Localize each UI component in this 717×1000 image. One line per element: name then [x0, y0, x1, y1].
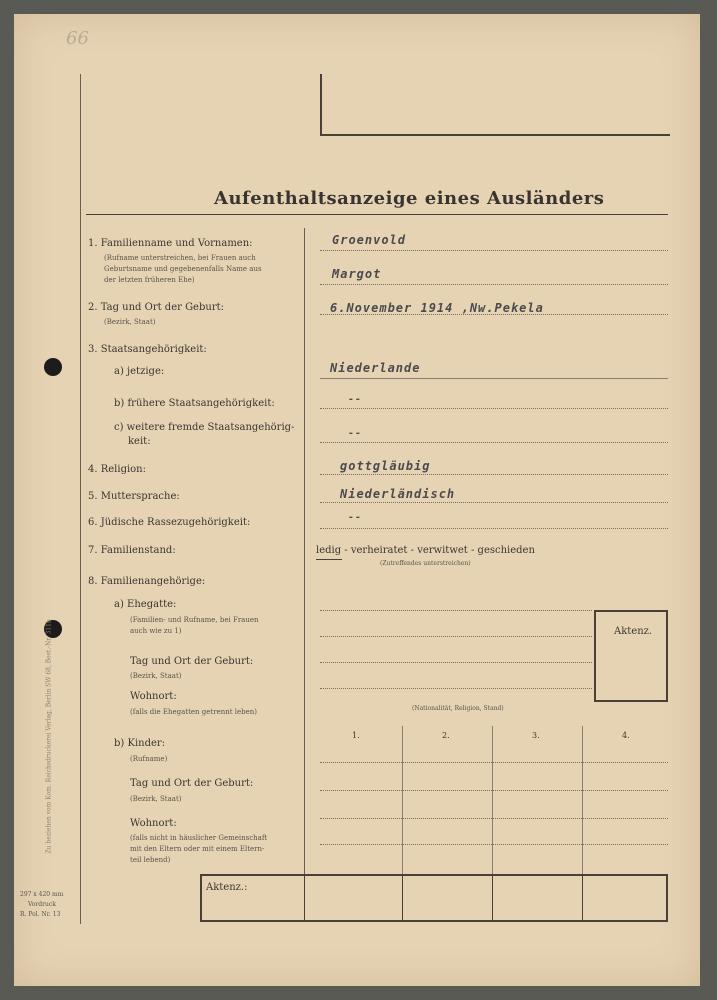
field-2-value: 6.November 1914 ,Nw.Pekela	[330, 301, 544, 315]
field-7-sub: (Zutreffendes unterstreichen)	[380, 560, 471, 567]
page-mark: 66	[66, 28, 89, 49]
field-1-label: 1. Familienname und Vornamen:	[88, 238, 253, 249]
field-3c-value: --	[348, 428, 363, 439]
field-6-value: --	[348, 512, 363, 523]
child-column-1: 1.	[352, 731, 360, 740]
field-4-value: gottgläubig	[340, 459, 431, 473]
field-5-line	[320, 502, 668, 503]
field-1-sub-2: Geburtsname und gegebenenfalls Name aus	[104, 265, 262, 273]
field-8a-residence-sub: (falls die Ehegatten getrennt leben)	[130, 708, 258, 716]
field-7-label: 7. Familienstand:	[88, 545, 176, 556]
format-note-1: 297 x 420 mm	[20, 891, 64, 898]
field-3b-line	[320, 408, 668, 409]
child-column-4: 4.	[622, 731, 630, 740]
field-6-line	[320, 528, 668, 529]
field-8a-sub-1: (Familien- und Rufname, bei Frauen	[130, 616, 259, 624]
field-8a-sub-2: auch wie zu 1)	[130, 627, 182, 635]
field-7-underline-ledig	[316, 559, 342, 560]
child-col-divider-3	[582, 726, 583, 874]
field-3c-line	[320, 442, 668, 443]
side-imprint: Zu beziehen vom Kom. Reichsdruckerei Verlag, Berlin SW 68, Best.-Nr. 311b	[45, 619, 53, 854]
field-8a-birth-label: Tag und Ort der Geburt:	[130, 656, 254, 667]
field-3a-value: Niederlande	[330, 361, 421, 375]
child-column-3: 3.	[532, 731, 540, 740]
field-1-line-1	[320, 250, 668, 251]
field-8b-birth-sub: (Bezirk, Staat)	[130, 795, 182, 803]
footer-div-2	[492, 874, 493, 920]
field-3a-label: a) jetzige:	[114, 366, 165, 377]
children-line-2	[320, 790, 668, 791]
children-line-3	[320, 818, 668, 819]
field-6-label: 6. Jüdische Rassezugehörigkeit:	[88, 517, 251, 528]
child-column-2: 2.	[442, 731, 450, 740]
format-note-2: Vordruck	[28, 901, 56, 908]
children-line-4	[320, 844, 668, 845]
field-3b-label: b) frühere Staatsangehörigkeit:	[114, 398, 275, 409]
document-sheet	[14, 14, 700, 986]
field-8a-birth-sub: (Bezirk, Staat)	[130, 672, 182, 680]
field-2-line	[320, 314, 668, 315]
field-4-label: 4. Religion:	[88, 464, 146, 475]
field-3a-line	[320, 378, 668, 379]
form-title: Aufenthaltsanzeige eines Ausländers	[214, 188, 605, 209]
footer-div-3	[582, 874, 583, 920]
spouse-nationality-sub: (Nationalität, Religion, Stand)	[412, 705, 504, 712]
format-note-3: R. Pol. Nr. 13	[20, 911, 61, 918]
footer-aktenz-label: Aktenz.:	[206, 882, 248, 893]
field-4-line	[320, 474, 668, 475]
spouse-line-1	[320, 610, 592, 611]
field-2-sub: (Bezirk, Staat)	[104, 318, 156, 326]
stamp-box-frame	[320, 74, 670, 136]
field-7-options: ledig - verheiratet - verwitwet - geschieden	[316, 545, 535, 556]
field-1-sub-1: (Rufname unterstreichen, bei Frauen auch	[104, 254, 256, 262]
field-8b-residence-sub-2: mit den Eltern oder mit einem Eltern-	[130, 845, 265, 853]
spouse-line-4	[320, 688, 592, 689]
left-margin-rule	[80, 74, 81, 924]
field-3b-value: --	[348, 394, 363, 405]
field-8-label: 8. Familienangehörige:	[88, 576, 206, 587]
field-1-value-firstname: Margot	[332, 267, 382, 281]
field-3c-label-2: keit:	[128, 436, 151, 447]
spouse-line-2	[320, 636, 592, 637]
field-1-value-surname: Groenvold	[332, 233, 407, 247]
field-3c-label-1: c) weitere fremde Staatsangehörig-	[114, 422, 295, 433]
field-8b-label: b) Kinder:	[114, 738, 166, 749]
child-col-divider-1	[402, 726, 403, 874]
field-8b-residence-sub-1: (falls nicht in häuslicher Gemeinschaft	[130, 834, 268, 842]
field-5-label: 5. Muttersprache:	[88, 491, 180, 502]
field-8a-label: a) Ehegatte:	[114, 599, 177, 610]
child-col-divider-2	[492, 726, 493, 874]
aktenz-box	[594, 610, 668, 702]
footer-aktenz-row	[200, 874, 668, 922]
field-1-line-2	[320, 284, 668, 285]
footer-div-1	[402, 874, 403, 920]
field-5-value: Niederländisch	[340, 487, 456, 501]
label-column-rule	[304, 228, 305, 920]
field-8b-sub: (Rufname)	[130, 755, 168, 763]
aktenz-box-label: Aktenz.	[614, 626, 653, 637]
field-3-label: 3. Staatsangehörigkeit:	[88, 344, 207, 355]
field-8b-residence-label: Wohnort:	[130, 818, 177, 829]
field-2-label: 2. Tag und Ort der Geburt:	[88, 302, 224, 313]
title-rule	[86, 214, 668, 215]
field-8a-residence-label: Wohnort:	[130, 691, 177, 702]
footer-div-0	[304, 874, 305, 920]
field-8b-residence-sub-3: teil lebend)	[130, 856, 171, 864]
spouse-line-3	[320, 662, 592, 663]
punch-hole-top	[44, 358, 62, 376]
field-8b-birth-label: Tag und Ort der Geburt:	[130, 778, 254, 789]
field-1-sub-3: der letzten früheren Ehe)	[104, 276, 195, 284]
children-line-1	[320, 762, 668, 763]
